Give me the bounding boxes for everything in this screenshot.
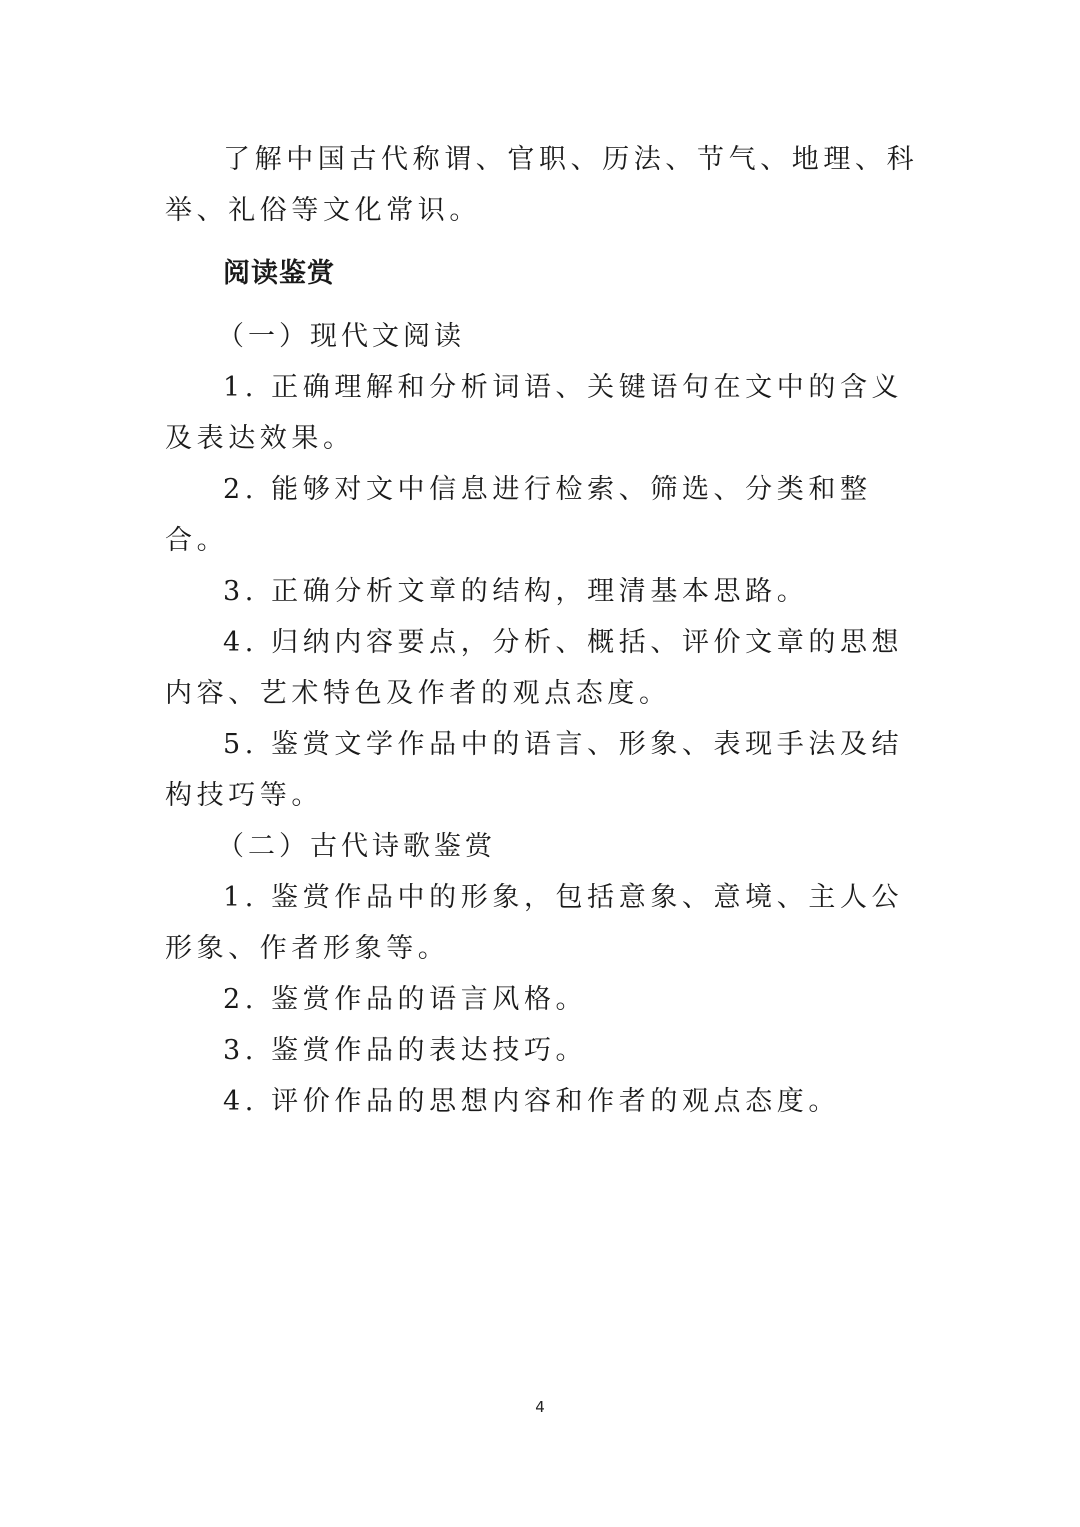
modern-reading-heading: （一）现代文阅读 (217, 321, 465, 352)
modern-reading-item-5: 5. 鉴赏文学作品中的语言、形象、表现手法及结构技巧等。 (165, 729, 904, 811)
modern-reading-item-3: 3. 正确分析文章的结构，理清基本思路。 (223, 576, 809, 607)
poetry-heading: （二）古代诗歌鉴赏 (217, 831, 496, 862)
modern-reading-item-2: 2. 能够对文中信息进行检索、筛选、分类和整合。 (165, 474, 872, 556)
poetry-item-1: 1. 鉴赏作品中的形象，包括意象、意境、主人公形象、作者形象等。 (165, 882, 904, 964)
page-number: 4 (535, 1398, 545, 1416)
intro-paragraph: 了解中国古代称谓、官职、历法、节气、地理、科举、礼俗等文化常识。 (165, 144, 919, 226)
poetry-item-3: 3. 鉴赏作品的表达技巧。 (223, 1035, 588, 1066)
poetry-item-4: 4. 评价作品的思想内容和作者的观点态度。 (223, 1086, 840, 1117)
modern-reading-item-4: 4. 归纳内容要点，分析、概括、评价文章的思想内容、艺术特色及作者的观点态度。 (165, 627, 904, 709)
modern-reading-item-1: 1. 正确理解和分析词语、关键语句在文中的含义及表达效果。 (165, 372, 904, 454)
poetry-item-2: 2. 鉴赏作品的语言风格。 (223, 984, 588, 1015)
page-content (165, 134, 925, 1127)
section-title: 阅读鉴赏 (223, 258, 335, 289)
